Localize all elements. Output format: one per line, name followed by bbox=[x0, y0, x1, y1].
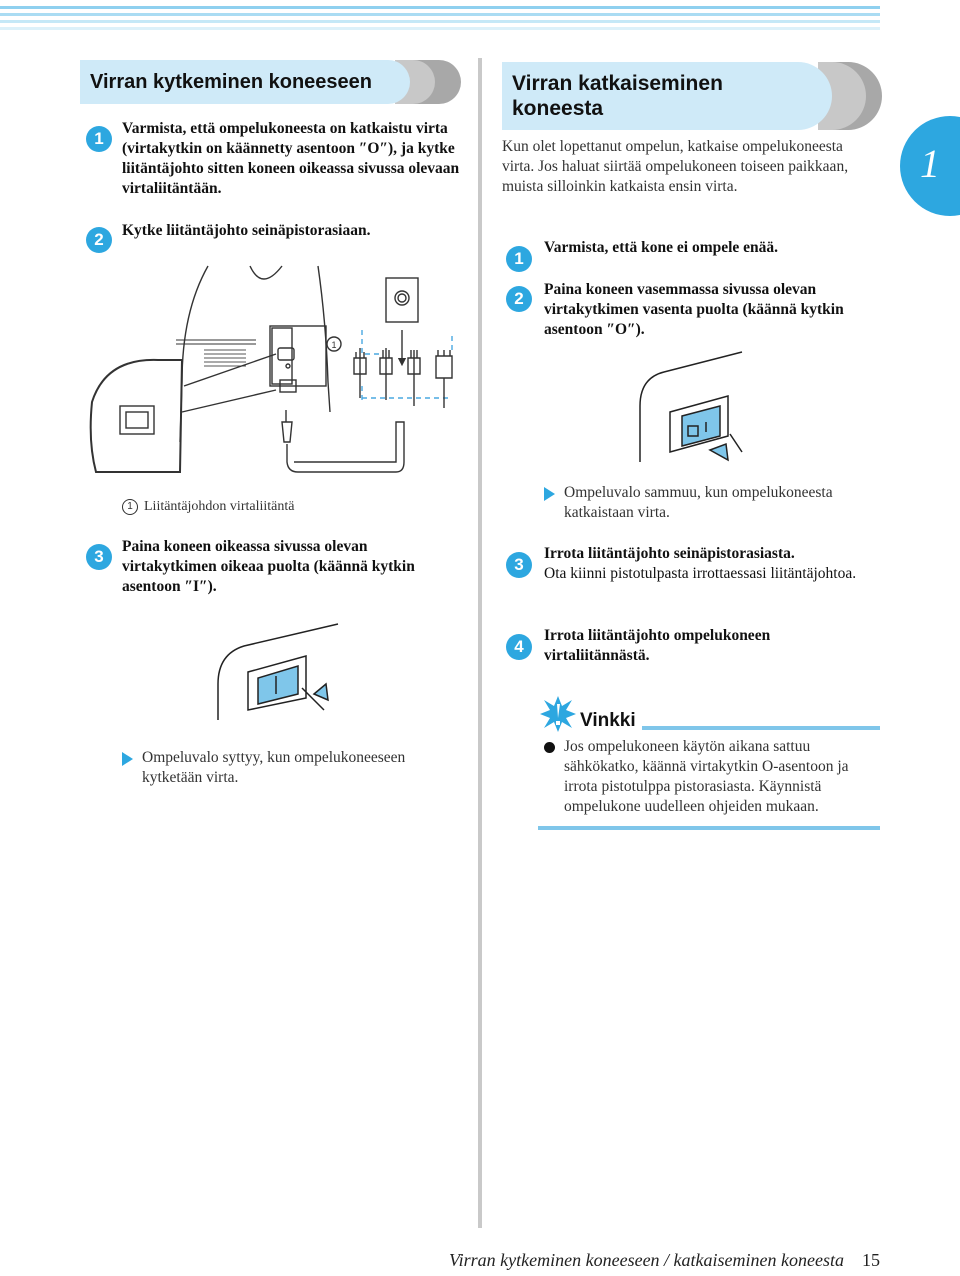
page-number: 15 bbox=[862, 1250, 880, 1270]
step-number: 3 bbox=[506, 552, 532, 578]
note-title-rule bbox=[642, 726, 880, 730]
caption-number: 1 bbox=[122, 499, 138, 515]
bullet-icon bbox=[544, 742, 555, 753]
note-text: Jos ompelukoneen käytön aikana sattuu sähkökatko, käännä virtakytkin O-asentoon ja irrota pistotulppa pistorasiasta. Käynnistä ompelukone uudelleen ohjeiden mukaan. bbox=[564, 738, 849, 815]
chapter-tab bbox=[900, 116, 960, 216]
result-arrow-icon bbox=[122, 752, 133, 766]
step-plain-text: Ota kiinni pistotulpasta irrottaessasi liitäntäjohtoa. bbox=[544, 565, 857, 582]
switch-off-illustration bbox=[636, 352, 746, 464]
note-title: Vinkki bbox=[580, 710, 636, 731]
footer-title: Virran kytkeminen koneeseen / katkaiseminen koneesta bbox=[448, 1250, 844, 1270]
step-number: 4 bbox=[506, 634, 532, 660]
switch-on-illustration bbox=[214, 624, 344, 724]
step-text: Kytke liitäntäjohto seinäpistorasiaan. bbox=[122, 222, 371, 239]
column-divider bbox=[478, 58, 482, 1228]
step-text: Varmista, että kone ei ompele enää. bbox=[544, 239, 779, 256]
right-section-heading bbox=[502, 62, 832, 130]
result-text: Ompeluvalo sammuu, kun ompelukoneesta katkaistaan virta. bbox=[564, 484, 833, 521]
intro-paragraph: Kun olet lopettanut ompelun, katkaise ompelukoneesta virta. Jos haluat siirtää ompelukoneen toiseen paikkaan, muista silloinkin katkaista ensin virta. bbox=[502, 138, 849, 195]
note-bottom-rule bbox=[538, 826, 880, 830]
step-number: 3 bbox=[86, 544, 112, 570]
heading-line: Virran katkaiseminen bbox=[512, 72, 723, 95]
figure-callout: 1 bbox=[331, 340, 337, 350]
note-icon bbox=[538, 694, 578, 734]
step-number: 2 bbox=[506, 286, 532, 312]
caption-text: Liitäntäjohdon virtaliitäntä bbox=[144, 499, 295, 514]
figure-caption bbox=[122, 498, 294, 516]
page-footer bbox=[449, 1250, 880, 1271]
left-section-heading: Virran kytkeminen koneeseen bbox=[80, 60, 410, 104]
step-number: 2 bbox=[86, 227, 112, 253]
chapter-number: 1 bbox=[920, 141, 940, 186]
step-text bbox=[544, 544, 874, 584]
step-bold-text: Irrota liitäntäjohto seinäpistorasiasta. bbox=[544, 545, 795, 562]
step-text: Irrota liitäntäjohto ompelukoneen virtaliitännästä. bbox=[544, 627, 771, 664]
result-arrow-icon bbox=[544, 487, 555, 501]
step-text: Paina koneen vasemmassa sivussa olevan virtakytkimen vasenta puolta (käännä kytkin asentoon ″O″). bbox=[544, 281, 844, 338]
power-cord-illustration bbox=[86, 262, 476, 480]
heading-line: koneesta bbox=[512, 97, 604, 120]
result-text: Ompeluvalo syttyy, kun ompelukoneeseen kytketään virta. bbox=[142, 749, 406, 786]
step-text: Varmista, että ompelukoneesta on katkaistu virta (virtakytkin on käännetty asentoon ″O″), ja kytke liitäntäjohto sitten koneen oikeassa sivussa olevaan virtaliitäntään. bbox=[122, 120, 460, 197]
top-decorative-stripes bbox=[0, 6, 880, 32]
step-text: Paina koneen oikeassa sivussa olevan virtakytkimen oikeaa puolta (käännä kytkin asentoon ″I″). bbox=[122, 538, 415, 595]
step-number: 1 bbox=[86, 126, 112, 152]
step-number: 1 bbox=[506, 246, 532, 272]
